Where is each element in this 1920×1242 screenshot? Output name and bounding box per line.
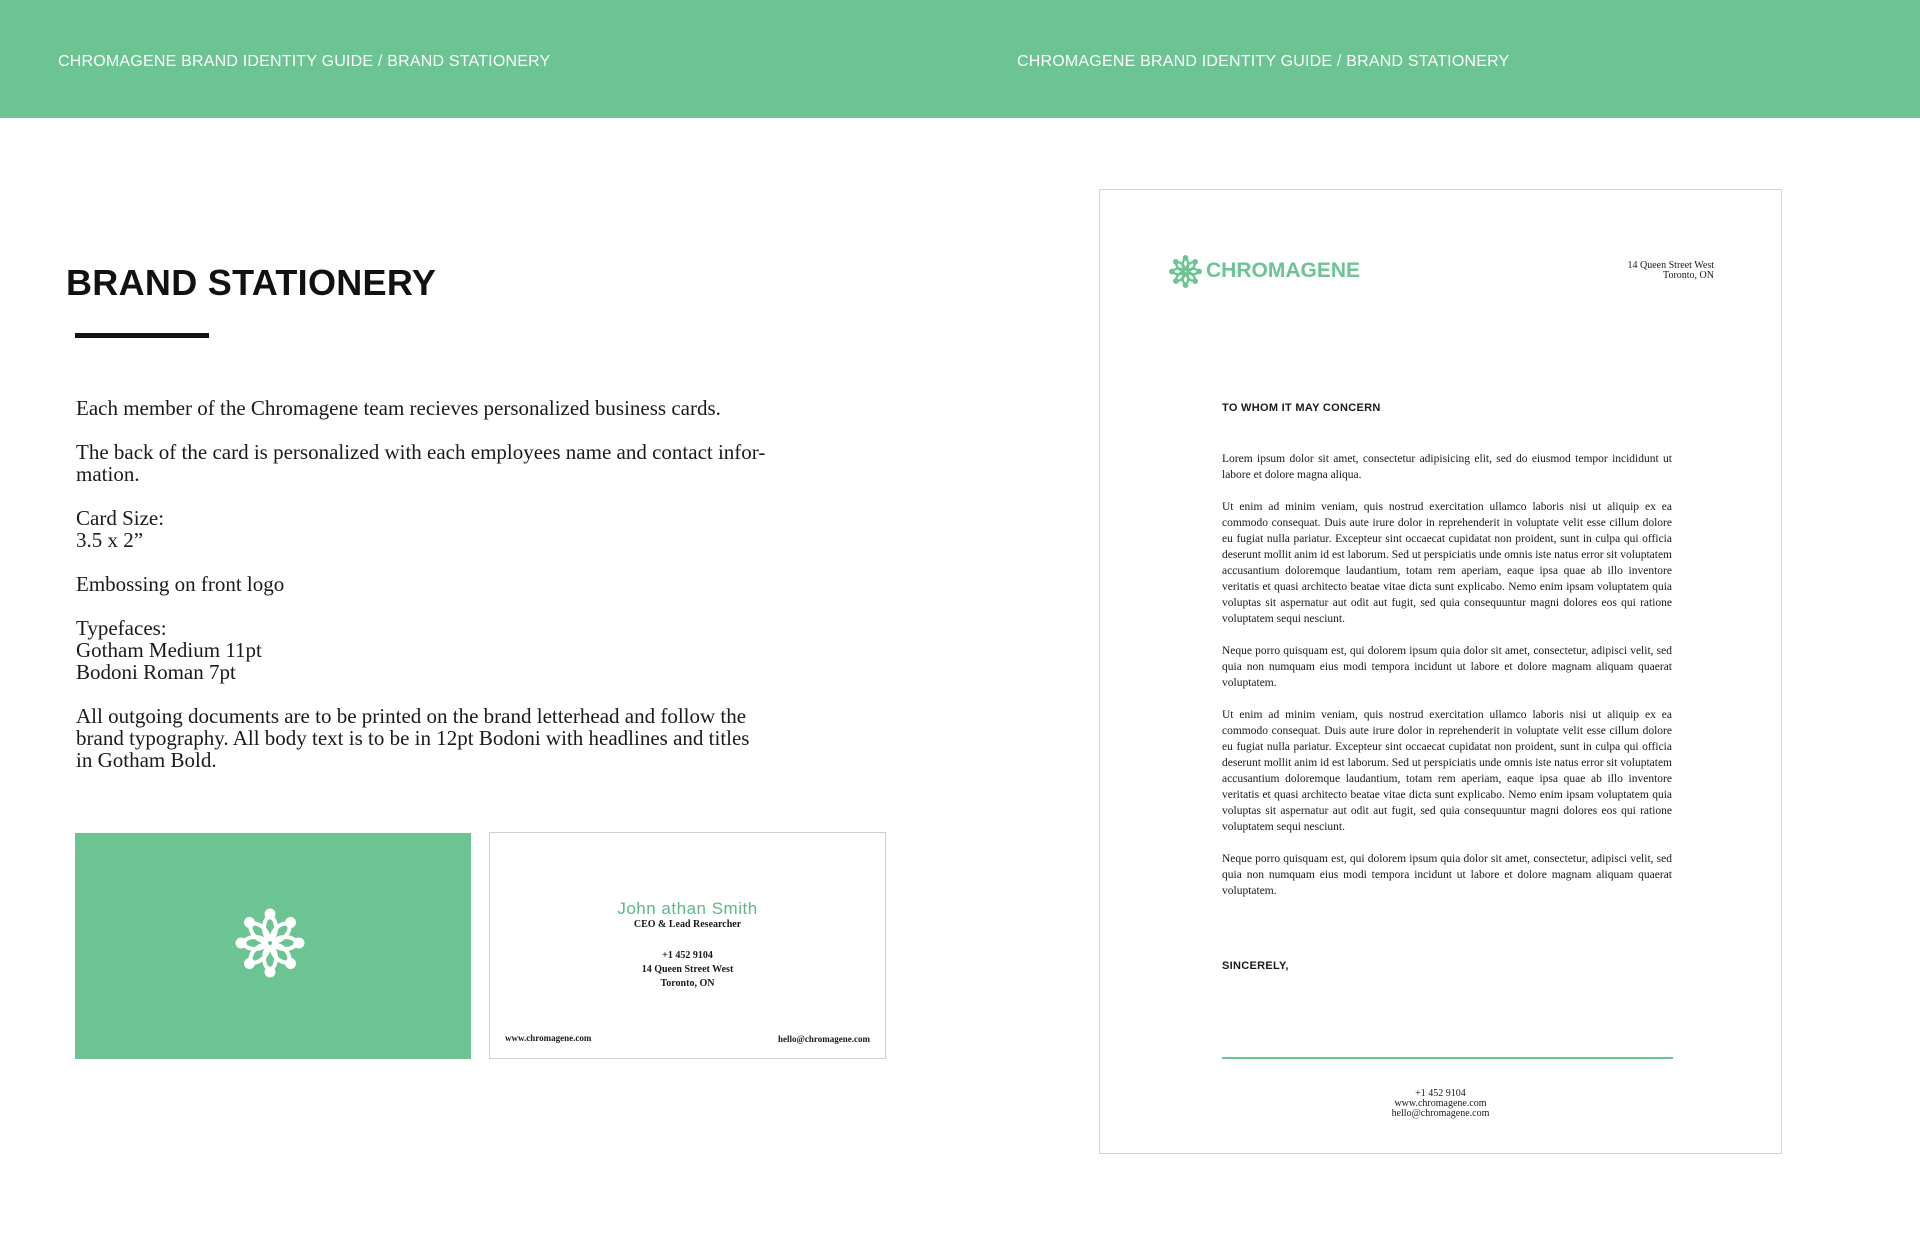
header-title-right: CHROMAGENE BRAND IDENTITY GUIDE / BRAND STATIONERY [1017, 53, 1510, 70]
paragraph-card-back [76, 441, 796, 485]
card-address-line: Toronto, ON [660, 978, 715, 989]
card-contact-info [490, 949, 885, 991]
text-line: 3.5 x 2” [76, 528, 144, 552]
address-line: Toronto, ON [1663, 270, 1714, 281]
page-title: BRAND STATIONERY [66, 262, 437, 303]
letterhead-address [1628, 261, 1715, 281]
letter-paragraph: Neque porro quisquam est, qui dolorem ipsum quia dolor sit amet, consectetur, adipisci velit, sed quia non numquam eius modi tempora incidunt ut labore et dolore magnam aliquam quaerat voluptatem. [1222, 645, 1672, 689]
footer-phone: +1 452 9104 [1415, 1088, 1466, 1099]
letter-footer-divider [1222, 1057, 1673, 1059]
letter-footer [1100, 1089, 1781, 1119]
text-line: mation. [76, 462, 140, 486]
card-address-line: 14 Queen Street West [641, 964, 734, 975]
letter-signoff: SINCERELY, [1222, 960, 1289, 972]
paragraph-cards [76, 397, 796, 419]
header-bar [0, 0, 1920, 118]
description-text [76, 397, 796, 793]
letter-salutation: TO WHOM IT MAY CONCERN [1222, 402, 1381, 414]
paragraph-card-size [76, 507, 796, 551]
business-card-front [75, 833, 471, 1059]
header-title-left: CHROMAGENE BRAND IDENTITY GUIDE / BRAND STATIONERY [58, 53, 551, 70]
chromagene-flower-logo-icon [235, 908, 305, 978]
letter-paragraph: Lorem ipsum dolor sit amet, consectetur adipisicing elit, sed do eiusmod tempor incididunt ut labore et dolore magna aliqua. [1222, 453, 1672, 481]
title-underline [75, 333, 209, 338]
letter-paragraph: Neque porro quisquam est, qui dolorem ipsum quia dolor sit amet, consectetur, adipisci velit, sed quia non numquam eius modi tempora incidunt ut labore et dolore magnam aliquam quaerat voluptatem. [1222, 853, 1672, 897]
card-employee-name: John athan Smith [617, 899, 758, 918]
paragraph-typefaces [76, 617, 796, 683]
text-line: Bodoni Roman 7pt [76, 660, 236, 684]
card-employee-role: CEO & Lead Researcher [633, 919, 742, 930]
letter-paragraph: Ut enim ad minim veniam, quis nostrud exercitation ullamco laboris nisi ut aliquip ex ea commodo consequat. Duis aute irure dolor in reprehenderit in voluptate velit esse cillum dolore eu fugiat nulla pariatur. Excepteur sint occaecat cupidatat non proident, sunt in culpa qui officia deserunt mollit anim id est laborum. Sed ut perspiciatis unde omnis iste natus error sit voluptatem accusantium doloremque laudantium, totam rem aperiam, eaque ipsa quae ab illo inventore veritatis et quasi architecto beatae vitae dicta sunt explicabo. Nemo enim ipsam voluptatem quia voluptas sit aspernatur aut odit aut fugit, sed quia consequuntur magni dolores eos qui ratione voluptatem sequi nesciunt. [1222, 709, 1672, 833]
chromagene-flower-logo-icon [1169, 255, 1202, 288]
text-line: All outgoing documents are to be printed on the brand letterhead and follow the [76, 704, 747, 728]
letter-paragraph: Ut enim ad minim veniam, quis nostrud exercitation ullamco laboris nisi ut aliquip ex ea commodo consequat. Duis aute irure dolor in reprehenderit in voluptate velit esse cillum dolore eu fugiat nulla pariatur. Excepteur sint occaecat cupidatat non proident, sunt in culpa qui officia deserunt mollit anim id est laborum. Sed ut perspiciatis unde omnis iste natus error sit voluptatem accusantium doloremque laudantium, totam rem aperiam, eaque ipsa quae ab illo inventore veritatis et quasi architecto beatae vitae dicta sunt explicabo. Nemo enim ipsam voluptatem quia voluptas sit aspernatur aut odit aut fugit, sed quia consequuntur magni dolores eos qui ratione voluptatem sequi nesciunt. [1222, 501, 1672, 625]
paragraph-embossing [76, 573, 796, 595]
footer-email: hello@chromagene.com [1391, 1108, 1490, 1119]
text-line: The back of the card is personalized with each employees name and contact infor- [76, 440, 766, 464]
footer-website: www.chromagene.com [1394, 1098, 1487, 1109]
letter-body [1222, 451, 1672, 915]
text-line: Embossing on front logo [76, 572, 285, 596]
text-line: Each member of the Chromagene team recieves personalized business cards. [76, 396, 721, 420]
card-email: hello@chromagene.com [778, 1034, 870, 1044]
text-line: Gotham Medium 11pt [76, 638, 262, 662]
text-line: brand typography. All body text is to be in 12pt Bodoni with headlines and titles [76, 726, 750, 750]
business-card-back [489, 832, 886, 1059]
text-line: Typefaces: [76, 616, 167, 640]
text-line: in Gotham Bold. [76, 748, 217, 772]
text-line: Card Size: [76, 506, 165, 530]
card-website: www.chromagene.com [505, 1033, 592, 1043]
paragraph-documents [76, 705, 796, 771]
address-line: 14 Queen Street West [1627, 260, 1714, 271]
letterhead-brand-name: CHROMAGENE [1206, 259, 1361, 282]
card-phone: +1 452 9104 [662, 950, 713, 961]
letterhead-page [1099, 189, 1782, 1154]
